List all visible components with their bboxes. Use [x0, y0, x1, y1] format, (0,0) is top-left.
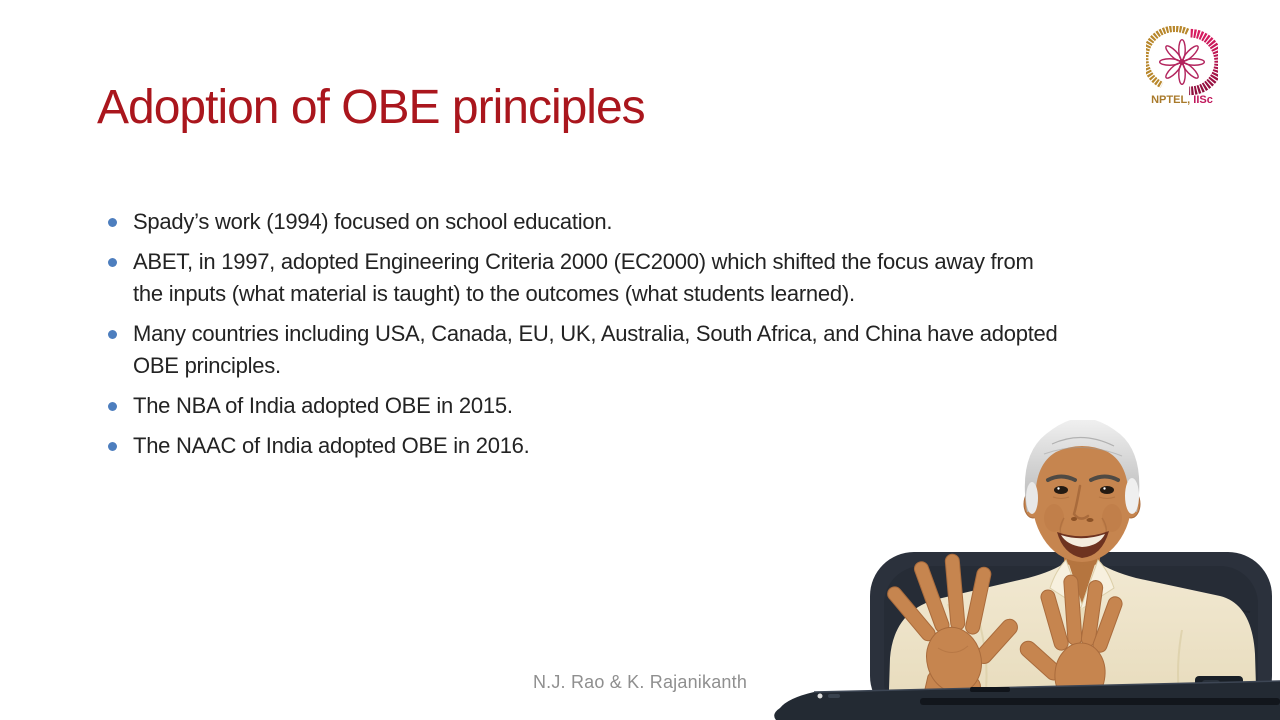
slide-title: Adoption of OBE principles	[97, 81, 645, 134]
laptop-led	[818, 694, 823, 699]
bullet-text: The NAAC of India adopted OBE in 2016.	[133, 433, 530, 458]
bullet-text: OBE principles.	[133, 353, 281, 378]
bullet-text: The NBA of India adopted OBE in 2015.	[133, 393, 513, 418]
bullet-icon	[108, 330, 117, 339]
laptop-lid	[770, 668, 1280, 720]
bullet-icon	[108, 218, 117, 227]
bullet-item	[100, 318, 1185, 382]
logo-text-iisc: IISc	[1193, 94, 1213, 106]
bullet-icon	[108, 442, 117, 451]
bullet-icon	[108, 258, 117, 267]
nptel-iisc-logo	[1140, 26, 1224, 106]
bullet-icon	[108, 402, 117, 411]
authors-credit: N.J. Rao & K. Rajanikanth	[532, 672, 748, 692]
logo-label	[1140, 94, 1224, 106]
bullet-text: Many countries including USA, Canada, EU, UK, Australia, South Africa, and China have adopted	[133, 321, 1058, 346]
bullet-item	[100, 390, 1185, 422]
bullet-text: ABET, in 1997, adopted Engineering Criteria 2000 (EC2000) which shifted the focus away from	[133, 249, 1034, 274]
bullet-text: Spady’s work (1994) focused on school education.	[133, 209, 613, 234]
bullet-text: the inputs (what material is taught) to the outcomes (what students learned).	[133, 281, 855, 306]
logo-text-nptel: NPTEL,	[1151, 94, 1191, 106]
bullet-item	[100, 246, 1185, 310]
bullet-item	[100, 206, 1185, 238]
presenter-head	[1024, 420, 1140, 562]
nptel-iisc-emblem-icon	[1146, 26, 1218, 98]
